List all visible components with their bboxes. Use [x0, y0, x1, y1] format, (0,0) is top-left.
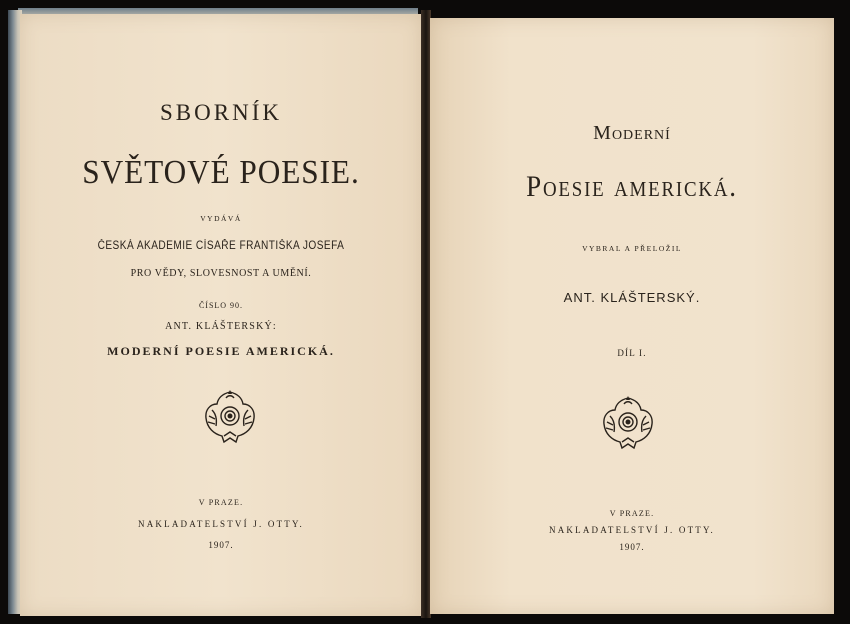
- left-printer: NAKLADATELSTVÍ J. OTTY.: [138, 519, 304, 529]
- academy-subtitle: PRO VĚDY, SLOVESNOST A UMĚNÍ.: [130, 268, 312, 279]
- publisher-intro: VYDÁVÁ: [200, 214, 242, 223]
- left-work-title: MODERNÍ POESIE AMERICKÁ.: [107, 344, 335, 358]
- right-page: [430, 18, 834, 614]
- volume-part: DÍL I.: [617, 348, 647, 358]
- academy-emblem-icon: [598, 392, 658, 452]
- volume-number: ČÍSLO 90.: [198, 301, 244, 310]
- academy-name: ČESKÁ AKADEMIE CÍSAŘE FRANTIŠKA JOSEFA: [97, 240, 345, 252]
- right-printer: NAKLADATELSTVÍ J. OTTY.: [549, 525, 715, 535]
- series-title-line2: SVĚTOVÉ POESIE.: [82, 154, 360, 191]
- right-author: ANT. KLÁŠTERSKÝ.: [563, 290, 701, 305]
- title-line1: Moderní: [593, 122, 671, 144]
- series-title-line1: SBORNÍK: [160, 100, 282, 125]
- left-place: V PRAZE.: [198, 498, 244, 507]
- right-year: 1907.: [619, 542, 645, 552]
- left-year: 1907.: [208, 540, 234, 550]
- title-line2: Poesie americká.: [526, 170, 738, 203]
- academy-emblem-icon: [200, 386, 260, 446]
- right-place: V PRAZE.: [609, 509, 655, 518]
- selected-by: VYBRAL A PŘELOŽIL: [582, 244, 682, 253]
- left-author: ANT. KLÁŠTERSKÝ:: [165, 321, 277, 332]
- left-page: [20, 14, 422, 616]
